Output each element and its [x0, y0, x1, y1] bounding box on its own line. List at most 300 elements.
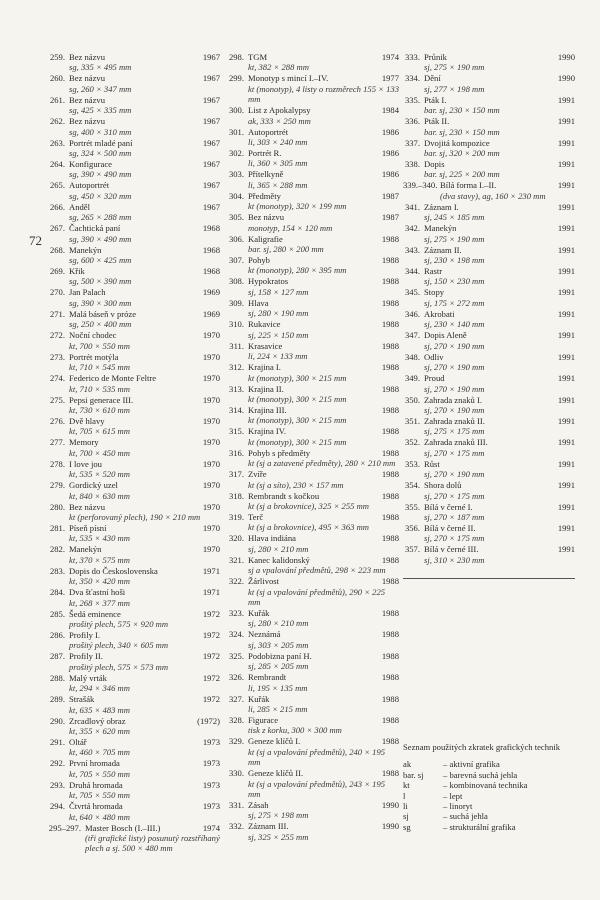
- entry-body: [69, 202, 220, 223]
- entry-body: [69, 245, 220, 266]
- legend-row: [403, 811, 575, 821]
- entry-year: 1970: [202, 522, 220, 533]
- entry-heading: [69, 309, 220, 319]
- entry-title: Krajina I.: [248, 362, 281, 373]
- entry-year: 1969: [202, 308, 220, 319]
- entry-year: 1991: [557, 266, 575, 277]
- entry-year: 1988: [381, 426, 399, 437]
- entry-heading: [424, 373, 575, 383]
- catalog-entry: [227, 736, 399, 767]
- entry-title: Geneze klíčů I.: [248, 736, 301, 747]
- entry-heading: [424, 73, 575, 83]
- catalog-entry: [227, 362, 399, 383]
- entry-number: 272.: [49, 330, 65, 341]
- entry-technique-size: sg, 600 × 425 mm: [69, 255, 132, 266]
- entry-title: Přítelkyně: [248, 169, 284, 180]
- entry-year: 1972: [202, 672, 220, 683]
- entry-title: Čachtická paní: [69, 223, 121, 234]
- legend-abbreviation: kt: [403, 780, 410, 791]
- entry-year: 1988: [381, 715, 399, 725]
- entry-number: 290.: [49, 715, 65, 726]
- entry-heading: [85, 823, 220, 833]
- entry-title: Shora dolů: [424, 480, 462, 491]
- entry-title: Zásah: [248, 800, 269, 811]
- entry-title: Hypokratos: [248, 276, 289, 287]
- entry-number: 334.: [404, 73, 420, 84]
- entry-technique-size: kt, 535 × 430 mm: [69, 533, 130, 544]
- entry-number: 320.: [228, 533, 244, 544]
- entry-year: 1968: [202, 244, 220, 255]
- entry-body: [69, 459, 220, 480]
- entry-number: 326.: [228, 672, 244, 683]
- entry-heading: [248, 148, 399, 158]
- catalog-entry: [227, 651, 399, 672]
- entry-heading: [69, 437, 220, 447]
- entry-body: [424, 459, 575, 480]
- entry-year: 1988: [381, 736, 399, 747]
- entry-number: 268.: [49, 244, 65, 255]
- entry-body: [69, 95, 220, 116]
- entry-body: [424, 373, 575, 394]
- entry-number: 266.: [49, 201, 65, 212]
- entry-year: 1991: [557, 137, 575, 148]
- entry-technique-size: kt (sj a síto), 230 × 157 mm: [248, 479, 344, 490]
- entry-number: 321.: [228, 554, 244, 565]
- entry-title: Profily II.: [69, 651, 103, 662]
- catalog-entry: [403, 523, 575, 544]
- entry-technique-size: kt (monotyp), 4 listy o rozměrech 155 × 133 mm: [248, 83, 399, 105]
- entry-technique-size: prošitý plech, 575 × 573 mm: [69, 661, 169, 672]
- entry-number: 337.: [404, 137, 420, 148]
- entry-title: Průnik: [424, 52, 447, 62]
- entry-heading: [248, 768, 399, 778]
- entry-technique-size: sj, 150 × 230 mm: [424, 276, 485, 287]
- catalog-entry: [403, 73, 575, 94]
- entry-number: 318.: [228, 490, 244, 501]
- entry-body: [424, 159, 575, 180]
- entry-year: 1970: [202, 373, 220, 384]
- entry-body: [69, 373, 220, 394]
- entry-heading: [69, 245, 220, 255]
- entry-body: [248, 694, 399, 715]
- entry-heading: [424, 395, 575, 405]
- entry-number: 279.: [49, 480, 65, 491]
- entry-heading: [248, 533, 399, 543]
- entry-technique-size: sj, 158 × 127 mm: [248, 286, 309, 297]
- entry-heading: [424, 523, 575, 533]
- entry-technique-size: sj, 245 × 185 mm: [424, 212, 485, 223]
- entry-title: Dění: [424, 73, 441, 84]
- entry-body: [424, 202, 575, 223]
- entry-heading: [69, 502, 220, 512]
- catalog-entry: [403, 502, 575, 523]
- entry-technique-size: kt (sj a zatavené předměty), 280 × 210 mm: [248, 458, 396, 469]
- legend-abbreviation: l: [403, 790, 406, 801]
- entry-year: 1991: [557, 351, 575, 362]
- entry-title: Strašák: [69, 694, 95, 705]
- entry-number: 284.: [49, 587, 65, 598]
- entry-heading: [424, 352, 575, 362]
- catalog-entry: [48, 180, 220, 201]
- entry-body: [248, 212, 399, 233]
- legend-abbreviation: sj: [403, 811, 409, 822]
- catalog-entry: [227, 672, 399, 693]
- entry-body: [424, 52, 575, 73]
- catalog-entry: [48, 716, 220, 737]
- entry-technique-size: sg, 335 × 495 mm: [69, 62, 132, 73]
- entry-technique-size: sj, 275 × 198 mm: [248, 810, 309, 821]
- entry-number: 267.: [49, 223, 65, 234]
- legend-row: [403, 822, 575, 832]
- entry-heading: [69, 523, 220, 533]
- entry-technique-size: sg, 450 × 320 mm: [69, 190, 132, 201]
- entry-body: [248, 768, 399, 799]
- entry-heading: [248, 491, 399, 501]
- entry-number: 333.: [404, 52, 420, 62]
- abbreviation-legend: [403, 742, 575, 832]
- entry-technique-size: li, 360 × 305 mm: [248, 158, 308, 169]
- entry-number: 356.: [404, 522, 420, 533]
- entry-title: Kanec kalidonský: [248, 554, 310, 565]
- entry-heading: [69, 330, 220, 340]
- entry-number: 347.: [404, 330, 420, 341]
- legend-row: [403, 791, 575, 801]
- entry-number: 298.: [228, 52, 244, 62]
- entry-body: [69, 309, 220, 330]
- entry-heading: [248, 384, 399, 394]
- entry-technique-size: li, 303 × 240 mm: [248, 137, 308, 148]
- entry-technique-size: bar. sj, 280 × 200 mm: [248, 244, 324, 255]
- entry-number: 265.: [49, 180, 65, 191]
- entry-body: [248, 512, 399, 533]
- entry-year: 1967: [202, 159, 220, 170]
- entry-heading: [69, 758, 220, 768]
- entry-title: Krajina III.: [248, 404, 287, 415]
- entry-number: 338.: [404, 159, 420, 170]
- entry-body: [69, 737, 220, 758]
- entry-heading: [69, 287, 220, 297]
- entry-technique-size: sj, 275 × 175 mm: [424, 426, 485, 437]
- entry-technique-size: sj, 270 × 190 mm: [424, 469, 485, 480]
- entry-title: Dvojitá kompozice: [424, 137, 490, 148]
- entry-body: [248, 319, 399, 340]
- entry-technique-size: sj, 325 × 255 mm: [248, 831, 309, 842]
- entry-year: 1988: [381, 768, 399, 779]
- entry-technique-size: ak, 333 × 250 mm: [248, 115, 311, 126]
- entry-year: 1970: [202, 544, 220, 555]
- entry-number: 304.: [228, 190, 244, 201]
- catalog-entry: [48, 330, 220, 351]
- entry-body: [69, 287, 220, 308]
- entry-year: 1972: [202, 608, 220, 619]
- entry-body: [248, 491, 399, 512]
- catalog-entry: [227, 255, 399, 276]
- entry-year: 1988: [381, 362, 399, 373]
- entry-title: Dopis do Československa: [69, 565, 158, 576]
- entry-title: Proud: [424, 373, 445, 384]
- catalog-entry: [227, 768, 399, 799]
- entry-heading: [69, 609, 220, 619]
- entry-heading: [248, 212, 399, 222]
- entry-heading: [424, 437, 575, 447]
- catalog-entry: [48, 116, 220, 137]
- entry-body: [248, 672, 399, 693]
- entry-heading: [424, 159, 575, 169]
- entry-title: Federico de Monte Feltre: [69, 373, 157, 384]
- entry-body: [248, 629, 399, 650]
- entry-technique-size: kt (monotyp), 300 × 215 mm: [248, 372, 347, 383]
- entry-year: 1991: [557, 544, 575, 555]
- entry-year: 1991: [557, 480, 575, 491]
- entry-body: [424, 309, 575, 330]
- entry-technique-size: kt, 730 × 610 mm: [69, 404, 130, 415]
- catalog-entry: [227, 576, 399, 607]
- catalog-entry: [227, 715, 399, 736]
- entry-heading: [69, 651, 220, 661]
- entry-year: 1990: [557, 73, 575, 84]
- catalog-entry: [227, 800, 399, 821]
- entry-heading: [69, 716, 220, 726]
- entry-heading: [69, 416, 220, 426]
- entry-heading: [248, 800, 399, 810]
- entry-number: 354.: [404, 480, 420, 491]
- catalog-entry: [403, 116, 575, 137]
- entry-year: 1991: [557, 501, 575, 512]
- entry-body: [424, 330, 575, 351]
- entry-year: 1988: [381, 383, 399, 394]
- entry-heading: [424, 223, 575, 233]
- catalog-entry: [227, 512, 399, 533]
- entry-heading: [248, 694, 399, 704]
- catalog-entry: [48, 52, 220, 73]
- entry-title: Dopis Aleně: [424, 330, 467, 341]
- entry-body: [69, 651, 220, 672]
- entry-technique-size: li, 195 × 135 mm: [248, 682, 308, 693]
- legend-description: – lept: [443, 790, 463, 801]
- catalog-entry: [227, 608, 399, 629]
- entry-year: 1988: [381, 319, 399, 330]
- entry-year: 1991: [557, 244, 575, 255]
- entry-year: 1970: [202, 415, 220, 426]
- entry-technique-size: tisk z korku, 300 × 300 mm: [248, 725, 342, 736]
- entry-title: Monotyp s mincí I.–IV.: [248, 73, 329, 84]
- entry-body: [424, 480, 575, 501]
- entry-body: [69, 330, 220, 351]
- entry-technique-size: sj, 270 × 190 mm: [424, 362, 485, 373]
- entry-number: 278.: [49, 458, 65, 469]
- entry-technique-size: kt, 710 × 545 mm: [69, 362, 130, 373]
- entry-body: [248, 405, 399, 426]
- entry-year: 1986: [381, 169, 399, 180]
- entry-heading: [248, 127, 399, 137]
- entry-heading: [248, 319, 399, 329]
- entry-title: Čtvrtá hromada: [69, 801, 123, 812]
- entry-year: 1972: [202, 694, 220, 705]
- entry-number: 325.: [228, 650, 244, 661]
- legend-abbreviation: bar. sj: [403, 769, 424, 780]
- entry-heading: [424, 116, 575, 126]
- entry-heading: [69, 373, 220, 383]
- entry-technique-size: li, 365 × 288 mm: [248, 179, 308, 190]
- catalog-entry: [403, 223, 575, 244]
- legend-description: – suchá jehla: [443, 811, 488, 822]
- entry-technique-size: bar. sj, 230 × 150 mm: [424, 126, 500, 137]
- entry-body: [69, 52, 220, 73]
- entry-year: 1973: [202, 758, 220, 769]
- entry-technique-size: kt (sj a vpalování předmětů), 243 × 195 mm: [248, 778, 386, 800]
- entry-number: 319.: [228, 511, 244, 522]
- entry-heading: [424, 480, 575, 490]
- entry-technique-size: sj a vpalování předmětů, 298 × 223 mm: [248, 565, 386, 576]
- entry-body: [248, 191, 399, 212]
- entry-title: Bez názvu: [69, 94, 106, 105]
- entry-number: 281.: [49, 522, 65, 533]
- entry-number: 315.: [228, 426, 244, 437]
- entry-body: [69, 587, 220, 608]
- catalog-entry: [227, 426, 399, 447]
- entry-heading: [424, 266, 575, 276]
- legend-row: [403, 770, 575, 780]
- entry-number: 309.: [228, 297, 244, 308]
- entry-title: Kuřák: [248, 607, 270, 618]
- entry-heading: [424, 287, 575, 297]
- entry-number: 330.: [228, 768, 244, 779]
- entry-heading: [248, 576, 399, 586]
- entry-number: 323.: [228, 607, 244, 618]
- entry-number: 291.: [49, 737, 65, 747]
- entry-number: 274.: [49, 373, 65, 384]
- entry-number: 327.: [228, 693, 244, 704]
- entry-body: [248, 52, 399, 73]
- entry-title: Kuřák: [248, 693, 270, 704]
- entry-title: Portrét R.: [248, 148, 282, 159]
- entry-heading: [248, 73, 399, 83]
- catalog-entry: [227, 105, 399, 126]
- entry-body: [248, 148, 399, 169]
- catalog-entry: [48, 73, 220, 94]
- entry-number: 332.: [228, 821, 244, 832]
- entry-title: Anděl: [69, 201, 91, 212]
- catalog-entry: [48, 245, 220, 266]
- entry-year: 1970: [202, 458, 220, 469]
- entry-year: 1991: [557, 458, 575, 469]
- entry-heading: [248, 52, 399, 62]
- entry-year: 1990: [381, 821, 399, 832]
- entry-technique-size: kt, 700 × 450 mm: [69, 447, 130, 458]
- entry-body: [248, 555, 399, 576]
- entry-number: 311.: [229, 340, 244, 351]
- catalog-entry: [227, 276, 399, 297]
- entry-year: 1967: [202, 116, 220, 127]
- entry-body: [424, 523, 575, 544]
- catalog-entry: [48, 480, 220, 501]
- entry-technique-size: sj, 280 × 210 mm: [248, 618, 309, 629]
- entry-body: [69, 266, 220, 287]
- catalog-entry: [48, 352, 220, 373]
- catalog-entry: [403, 287, 575, 308]
- entry-body: [424, 502, 575, 523]
- entry-technique-size: kt, 705 × 550 mm: [69, 790, 130, 801]
- entry-technique-size: kt, 268 × 377 mm: [69, 597, 130, 608]
- entry-technique-size: sj, 277 × 198 mm: [424, 83, 485, 94]
- entry-title: Záznam I.: [424, 201, 459, 212]
- entry-year: 1973: [202, 737, 220, 747]
- entry-title: Podobizna paní H.: [248, 650, 312, 661]
- entry-year: 1991: [557, 415, 575, 426]
- entry-heading: [248, 405, 399, 415]
- legend-description: – kombinovaná technika: [443, 780, 528, 791]
- entry-title: Záznam III.: [248, 821, 289, 832]
- entry-number: 336.: [404, 116, 420, 127]
- entry-heading: [424, 459, 575, 469]
- entry-title: Rembrandt s kočkou: [248, 490, 320, 501]
- catalog-entry: [403, 395, 575, 416]
- entry-heading: [248, 426, 399, 436]
- legend-abbreviation: li: [403, 801, 408, 812]
- entry-number: 357.: [404, 544, 420, 555]
- catalog-entry: [48, 202, 220, 223]
- catalog-entry: [403, 52, 575, 73]
- catalog-entry: [48, 95, 220, 116]
- catalog-entry: [48, 309, 220, 330]
- entry-body: [69, 523, 220, 544]
- catalog-entry: [227, 212, 399, 233]
- entry-number: 308.: [228, 276, 244, 287]
- entry-technique-size: kt, 294 × 346 mm: [69, 683, 130, 694]
- entry-number: 343.: [404, 244, 420, 255]
- catalog-entry: [48, 566, 220, 587]
- catalog-entry: [48, 630, 220, 651]
- entry-number: 355.: [404, 501, 420, 512]
- entry-year: 1991: [557, 522, 575, 533]
- entry-heading: [69, 159, 220, 169]
- entry-body: [69, 609, 220, 630]
- entry-year: 1970: [202, 394, 220, 405]
- entry-technique-size: kt (monotyp), 300 × 215 mm: [248, 436, 347, 447]
- catalog-entry: [48, 673, 220, 694]
- entry-title: Jan Palach: [69, 287, 106, 298]
- entry-number: 282.: [49, 544, 65, 555]
- entry-number: 293.: [49, 779, 65, 790]
- entry-body: [69, 116, 220, 137]
- entry-title: Křik: [69, 266, 85, 277]
- entry-title: Profily I.: [69, 629, 101, 640]
- entry-heading: [248, 448, 399, 458]
- catalog-entry: [403, 459, 575, 480]
- catalog-entry: [48, 373, 220, 394]
- entry-technique-size: sj, 310 × 230 mm: [424, 554, 485, 565]
- entry-technique-size: li, 285 × 215 mm: [248, 704, 308, 714]
- catalog-entry: [48, 459, 220, 480]
- catalog-entry: [227, 694, 399, 715]
- entry-number: 329.: [228, 736, 244, 747]
- entry-technique-size: sg, 265 × 288 mm: [69, 212, 132, 223]
- entry-year: 1967: [202, 137, 220, 148]
- entry-technique-size: (tři grafické listy) posunutý rozstříhaný plech a sj. 500 × 480 mm: [85, 833, 220, 854]
- entry-technique-size: kt (sj a brokovnice), 495 × 363 mm: [248, 522, 369, 533]
- entry-body: [248, 426, 399, 447]
- entry-title: TGM: [248, 52, 268, 62]
- entry-year: 1991: [557, 94, 575, 105]
- entry-number: 335.: [404, 94, 420, 105]
- catalog-entry: [403, 309, 575, 330]
- entry-title: Portrét mladé paní: [69, 137, 133, 148]
- entry-title: Bílá v černé II.: [424, 522, 476, 533]
- entry-body: [248, 255, 399, 276]
- catalog-entry: [227, 73, 399, 104]
- entry-number: 285.: [49, 608, 65, 619]
- catalog-entry: [403, 330, 575, 351]
